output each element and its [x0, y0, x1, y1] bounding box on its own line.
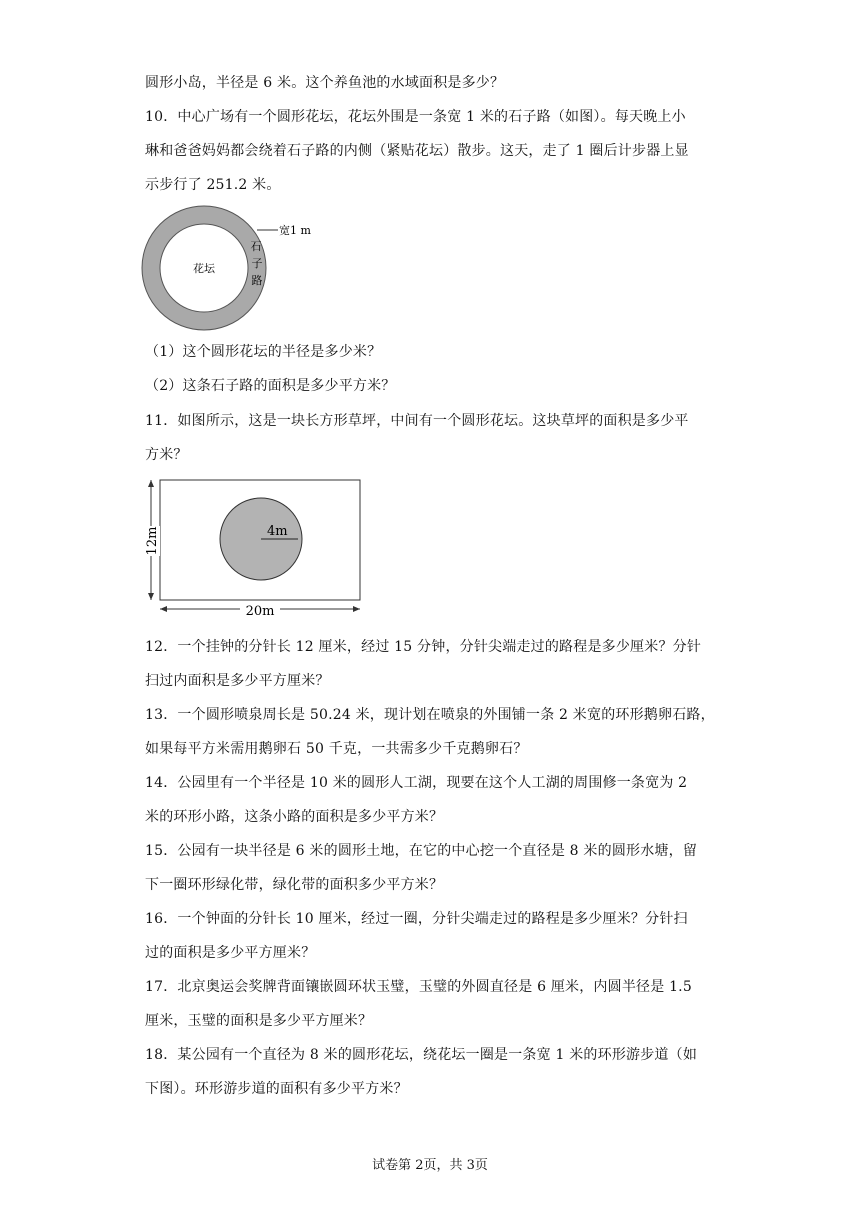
question-text-line: 下一圈环形绿化带，绿化带的面积多少平方米？	[145, 877, 444, 893]
question-text-line: （1）这个圆形花坛的半径是多少米？	[145, 344, 382, 360]
question-text-line: 圆形小岛，半径是 6 米。这个养鱼池的水域面积是多少？	[145, 75, 505, 91]
lawn-figure	[140, 474, 370, 622]
height-label: 12m	[145, 526, 160, 556]
road-width-label: 宽1 m	[279, 224, 311, 237]
question-text-line: 18．某公园有一个直径为 8 米的圆形花坛，绕花坛一圈是一条宽 1 米的环形游步道（如	[145, 1047, 698, 1063]
question-text-line: 米的环形小路，这条小路的面积是多少平方米？	[145, 809, 444, 825]
question-text-line: （2）这条石子路的面积是多少平方米？	[145, 378, 396, 394]
question-text-line: 厘米，玉璧的面积是多少平方厘米？	[145, 1013, 373, 1029]
question-text-line: 16．一个钟面的分针长 10 厘米，经过一圈，分针尖端走过的路程是多少厘米？分针扫	[145, 911, 688, 927]
question-text-line: 15．公园有一块半径是 6 米的圆形土地，在它的中心挖一个直径是 8 米的圆形水塘，留	[145, 843, 698, 859]
road-label-char: 石	[250, 240, 262, 253]
question-text-line: 10．中心广场有一个圆形花坛，花坛外围是一条宽 1 米的石子路（如图）。每天晚上小	[145, 109, 686, 125]
question-text-line: 12．一个挂钟的分针长 12 厘米，经过 15 分钟，分针尖端走过的路程是多少厘米？分针	[145, 639, 702, 655]
question-text-line: 11．如图所示，这是一块长方形草坪，中间有一个圆形花坛。这块草坪的面积是多少平	[145, 413, 689, 429]
question-text-line: 13．一个圆形喷泉周长是 50.24 米，现计划在喷泉的外围铺一条 2 米宽的环形鹅卵石路，	[145, 707, 715, 723]
question-text-line: 方米？	[145, 447, 188, 463]
arrow-up-icon	[148, 480, 154, 487]
page-footer: 试卷第 2页，共 3页	[372, 1158, 488, 1173]
width-label: 20m	[245, 604, 275, 619]
question-text-line: 14．公园里有一个半径是 10 米的圆形人工湖，现要在这个人工湖的周围修一条宽为 2	[145, 775, 688, 791]
road-label-char: 路	[251, 274, 263, 287]
radius-label: 4m	[267, 524, 288, 539]
question-text-line: 如果每平方米需用鹅卵石 50 千克，一共需多少千克鹅卵石？	[145, 741, 528, 757]
arrow-right-icon	[353, 606, 360, 612]
road-label-char: 子	[251, 257, 263, 270]
arrow-down-icon	[148, 593, 154, 600]
arrow-left-icon	[160, 606, 167, 612]
question-text-line: 17．北京奥运会奖牌背面镶嵌圆环状玉璧，玉璧的外圆直径是 6 厘米，内圆半径是 1.5	[145, 979, 692, 995]
flowerbed-label: 花坛	[193, 262, 215, 275]
question-text-line: 扫过内面积是多少平方厘米？	[145, 673, 330, 689]
flowerbed-road-figure	[140, 205, 330, 335]
question-text-line: 下图）。环形游步道的面积有多少平方米？	[145, 1081, 408, 1097]
question-text-line: 示步行了 251.2 米。	[145, 177, 281, 193]
question-text-line: 过的面积是多少平方厘米？	[145, 945, 316, 961]
question-text-line: 琳和爸爸妈妈都会绕着石子路的内侧（紧贴花坛）散步。这天，走了 1 圈后计步器上显	[145, 143, 689, 159]
